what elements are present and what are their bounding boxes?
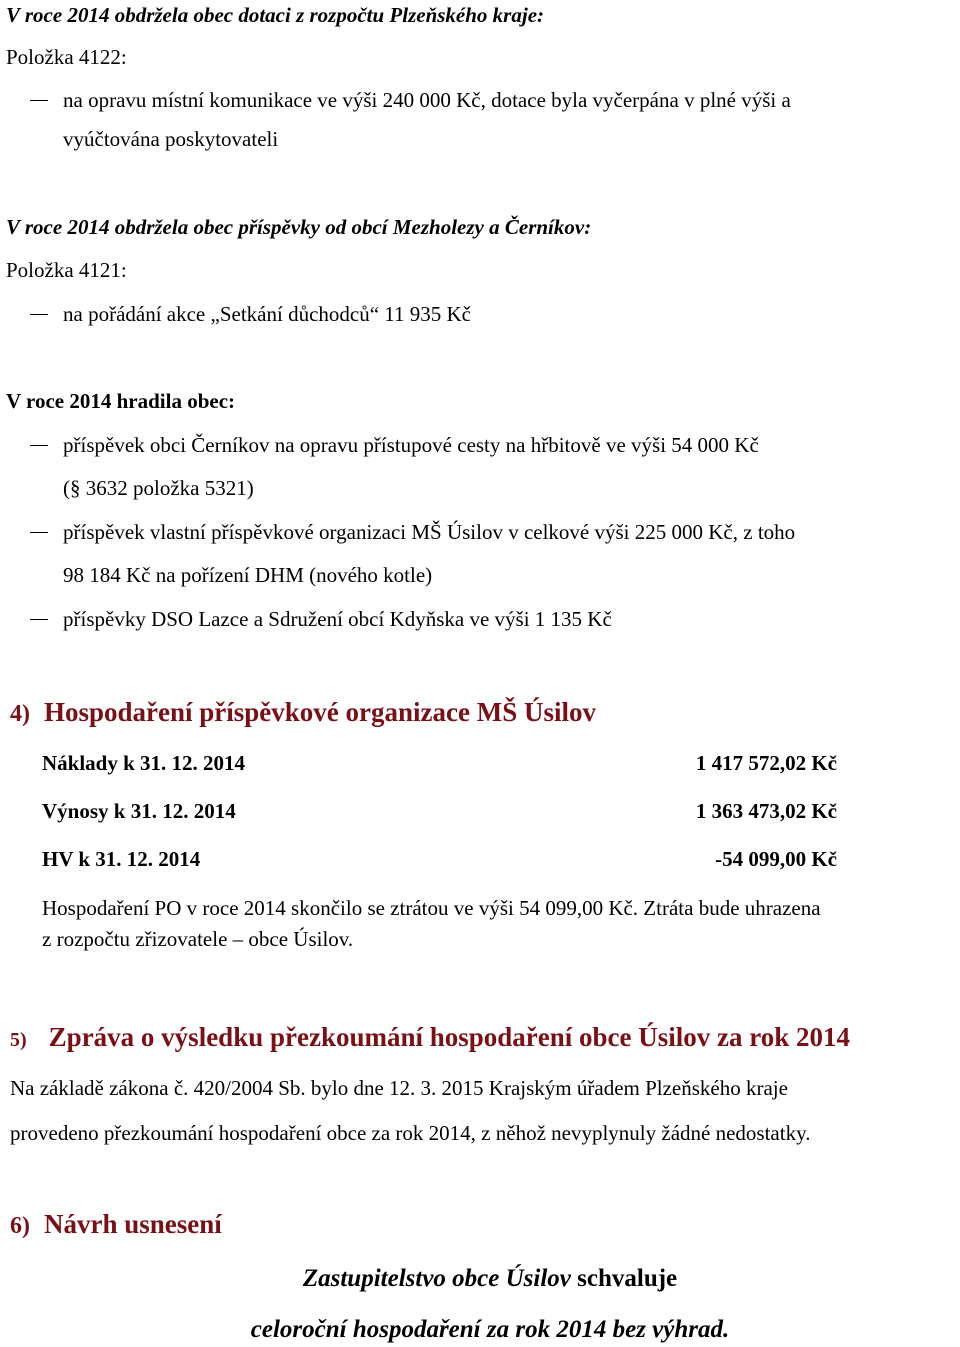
- section-title: Zpráva o výsledku přezkoumání hospodaření obce Úsilov za rok 2014: [48, 1022, 851, 1052]
- section-number: 6): [10, 1213, 30, 1239]
- section-4-heading: [10, 696, 596, 730]
- dash-bullet-icon: [30, 314, 48, 315]
- section-4-note-continued: z rozpočtu zřizovatele – obce Úsilov.: [42, 927, 354, 951]
- bullet-text: příspěvky DSO Lazce a Sdružení obcí Kdyňska ve výši 1 135 Kč: [63, 607, 612, 631]
- fin-value-naklady: 1 417 572,02 Kč: [695, 751, 837, 775]
- resolution-line-2: celoroční hospodaření za rok 2014 bez výhrad.: [250, 1316, 730, 1343]
- section-5-heading: [10, 1021, 850, 1056]
- resolution-verb: schvaluje: [577, 1265, 678, 1292]
- section-6-heading: [10, 1208, 222, 1242]
- fin-label-hv: HV k 31. 12. 2014: [42, 847, 201, 871]
- dash-bullet-icon: [30, 619, 48, 620]
- section-number: 5): [10, 1029, 27, 1051]
- bullet-text: příspěvek vlastní příspěvkové organizaci MŠ Úsilov v celkové výši 225 000 Kč, z toho: [63, 520, 796, 544]
- dash-bullet-icon: [30, 532, 48, 533]
- budget-item-label: Položka 4122:: [6, 45, 127, 69]
- bullet-text: příspěvek obci Černíkov na opravu přístupové cesty na hřbitově ve výši 54 000 Kč: [63, 433, 759, 457]
- section-heading-prispevky: V roce 2014 obdržela obec příspěvky od obcí Mezholezy a Černíkov:: [6, 215, 592, 239]
- budget-item-label: Položka 4121:: [6, 258, 127, 282]
- fin-value-vynosy: 1 363 473,02 Kč: [695, 799, 837, 823]
- dash-bullet-icon: [30, 100, 48, 101]
- section-heading-dotace: V roce 2014 obdržela obec dotaci z rozpočtu Plzeňského kraje:: [6, 3, 545, 27]
- bullet-text-continued: vyúčtována poskytovateli: [63, 127, 279, 151]
- section-5-text: Na základě zákona č. 420/2004 Sb. bylo dne 12. 3. 2015 Krajským úřadem Plzeňského kraje: [10, 1076, 788, 1100]
- bullet-text: na opravu místní komunikace ve výši 240 000 Kč, dotace byla vyčerpána v plné výši a: [63, 88, 791, 112]
- fin-label-vynosy: Výnosy k 31. 12. 2014: [42, 799, 236, 823]
- section-5-text-continued: provedeno přezkoumání hospodaření obce za rok 2014, z něhož nevyplynuly žádné nedostatky.: [10, 1121, 811, 1145]
- fin-label-naklady: Náklady k 31. 12. 2014: [42, 751, 246, 775]
- section-4-note: Hospodaření PO v roce 2014 skončilo se ztrátou ve výši 54 099,00 Kč. Ztráta bude uhrazena: [42, 896, 821, 920]
- section-title: Hospodaření příspěvkové organizace MŠ Úsilov: [44, 697, 596, 727]
- dash-bullet-icon: [30, 445, 48, 446]
- resolution-line-1: [0, 1264, 960, 1294]
- bullet-text-continued: 98 184 Kč na pořízení DHM (nového kotle): [63, 563, 433, 587]
- resolution-subject: Zastupitelstvo obce Úsilov: [302, 1265, 571, 1292]
- fin-value-hv: -54 099,00 Kč: [715, 847, 837, 871]
- section-title: Návrh usnesení: [44, 1209, 222, 1239]
- bullet-text-continued: (§ 3632 položka 5321): [63, 476, 254, 500]
- section-number: 4): [10, 701, 30, 727]
- bullet-text: na pořádání akce „Setkání důchodců“ 11 935 Kč: [63, 302, 471, 326]
- section-heading-hradila: V roce 2014 hradila obec:: [6, 389, 236, 413]
